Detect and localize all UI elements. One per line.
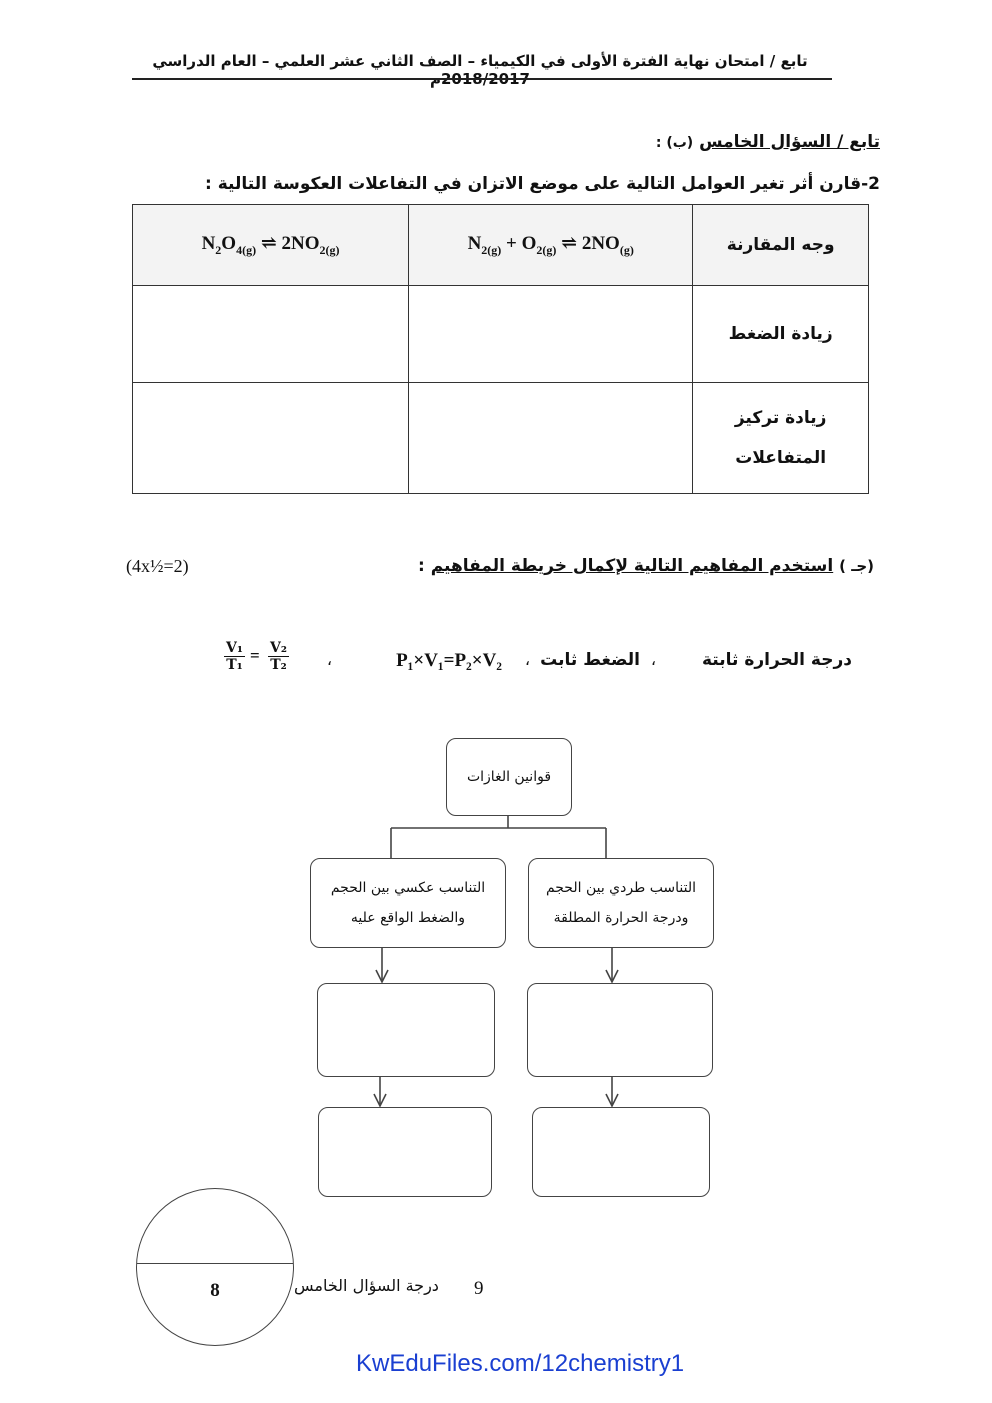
charles-law-right-fraction: $\frac{\text{V₂}}{\text{T₂}}$	[270, 640, 287, 673]
section-c-prefix: (جـ )	[839, 557, 874, 575]
concept-separator: ،	[650, 650, 656, 669]
exam-header: تابع / امتحان نهاية الفترة الأولى في الكيمياء – الصف الثاني عشر العلمي – العام الدراسي 2018/2017م	[152, 52, 808, 88]
concept-separator: ،	[524, 650, 530, 669]
section-b-title-main: تابع / السؤال الخامس	[699, 132, 880, 152]
grade-score: 8	[210, 1280, 220, 1301]
comparison-aspect-header: وجه المقارنة	[693, 205, 869, 286]
concept-separator: ،	[326, 650, 332, 669]
section-c-title-main: استخدم المفاهيم التالية لإكمال خريطة المفاهيم	[430, 556, 834, 576]
concept-map-blank-left-1[interactable]	[317, 983, 495, 1077]
section-c-suffix: :	[417, 556, 425, 576]
grade-circle	[136, 1188, 294, 1346]
concept-map-root: قوانين الغازات	[446, 738, 572, 816]
concept-map-blank-right-1[interactable]	[527, 983, 713, 1077]
row-label-pressure: زيادة الضغط	[693, 286, 869, 383]
grade-label: درجة السؤال الخامس	[294, 1276, 439, 1295]
concept-constant-temperature: درجة الحرارة ثابتة	[702, 650, 852, 670]
equilibrium-arrow-icon: ⇌	[561, 233, 578, 255]
section-b-title-suffix: (ب) :	[655, 135, 694, 151]
section-c-marks: (4x½=2)	[126, 556, 189, 576]
concept-map-direct-proportion: التناسب طردي بين الحجم ودرجة الحرارة المطلقة	[528, 858, 714, 948]
charles-law-left-fraction: $\frac{\text{V₁}}{\text{T₁}}$	[226, 640, 243, 673]
charles-law-equals: =	[250, 646, 260, 665]
concept-map-blank-left-2[interactable]	[318, 1107, 492, 1197]
reaction-n2o4: $N_2O_{4(g)}$ ⇌ $2NO_{2(g)}$	[201, 233, 340, 257]
row-label-concentration: زيادة تركيز المتفاعلات	[693, 383, 869, 494]
concept-map-inverse-proportion: التناسب عكسي بين الحجم والضغط الواقع عليه	[310, 858, 506, 948]
grade-divider	[137, 1263, 293, 1264]
page-number: 9	[474, 1278, 484, 1299]
reaction-no: $N_{2(g)} + O_{2(g)}$ ⇌ $2NO_{(g)}$	[467, 233, 634, 257]
equilibrium-arrow-icon: ⇌	[260, 233, 277, 255]
concept-boyle-law: P₁×V₁=P₂×V₂	[396, 650, 502, 671]
concept-constant-pressure: الضغط ثابت	[540, 650, 640, 670]
concept-map-blank-right-2[interactable]	[532, 1107, 710, 1197]
footer-link[interactable]: KwEduFiles.com/12chemistry1	[356, 1350, 685, 1377]
question-2-text: 2-قارن أثر تغير العوامل التالية على موضع الاتزان في التفاعلات العكوسة التالية :	[205, 174, 880, 194]
